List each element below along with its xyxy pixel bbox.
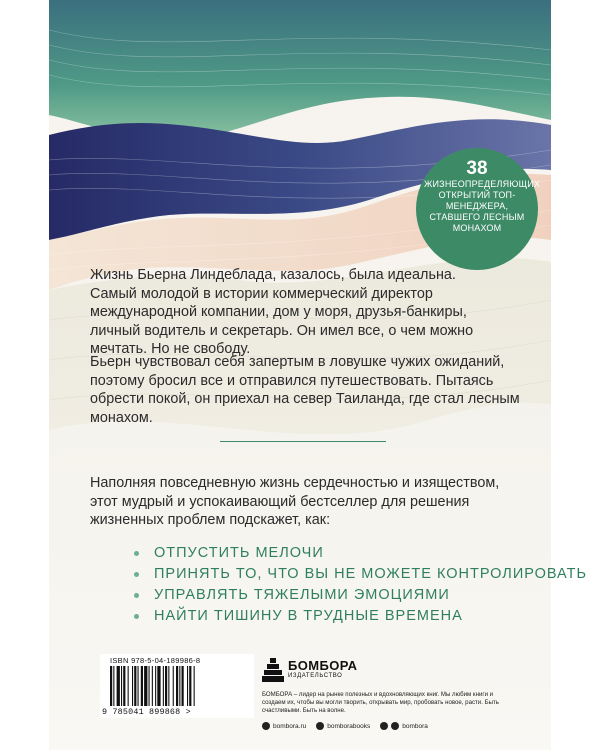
bullet-dot-icon <box>134 551 139 556</box>
paragraph-journey: Бьерн чувствовал себя запертым в ловушке чужих ожиданий, поэтому бросил все и отправился путешествовать. Пытаясь обрести покой, он приехал на север Таиланда, где стал лесным монахом. <box>90 354 520 426</box>
vk-icon <box>380 722 388 730</box>
bullet-dot-icon <box>134 614 139 619</box>
paragraph-intro: Жизнь Бьерна Линдеблада, казалось, была идеальна. Самый молодой в истории коммерческий директор международной компании, дом у моря, друзья-банкиры, личный водитель и секретарь. Он имел все, о чем можно мечтать. Но не свободу. <box>90 267 474 357</box>
bullet-dot-icon <box>134 572 139 577</box>
bullet-list <box>134 543 587 627</box>
badge-text: ЖИЗНЕОПРЕДЕЛЯЮЩИХ ОТКРЫТИЙ ТОП-МЕНЕДЖЕРА, СТАВШЕГО ЛЕСНЫМ МОНАХОМ <box>424 179 541 233</box>
social-site[interactable]: bombora.ru <box>262 722 306 730</box>
barcode-icon <box>110 666 246 706</box>
isbn-text: ISBN 978-5-04-189986-8 <box>110 656 201 665</box>
badge-number: 38 <box>466 158 488 179</box>
barcode-digits: 9 785041 899868 > <box>102 707 191 717</box>
publisher-name: БОМБОРА <box>288 658 358 673</box>
social-links <box>262 722 428 730</box>
badge-circle <box>416 148 541 270</box>
paragraph-lead: Наполняя повседневную жизнь сердечностью и изяществом, этот мудрый и успокаивающий бестселлер для решения жизненных проблем подскажет, как: <box>90 475 500 528</box>
bombora-logo-icon <box>262 658 284 684</box>
publisher-description: БОМБОРА – лидер на рынке полезных и вдохновляющих книг. Мы любим книги и создаем их, чтобы вы могли творить, открывать мир, пробовать новое, расти. Быть счастливыми. Быть на волне. <box>262 691 499 714</box>
instagram-icon <box>316 722 324 730</box>
barcode-block <box>100 654 254 718</box>
bullet-item: ПРИНЯТЬ ТО, ЧТО ВЫ НЕ МОЖЕТЕ КОНТРОЛИРОВАТЬ <box>134 564 587 585</box>
globe-icon <box>262 722 270 730</box>
bullet-item: НАЙТИ ТИШИНУ В ТРУДНЫЕ ВРЕМЕНА <box>134 606 587 627</box>
social-vk-telegram[interactable]: bombora <box>380 722 428 730</box>
bullet-item: УПРАВЛЯТЬ ТЯЖЕЛЫМИ ЭМОЦИЯМИ <box>134 585 587 606</box>
social-instagram[interactable]: bomborabooks <box>316 722 370 730</box>
telegram-icon <box>391 722 399 730</box>
bullet-dot-icon <box>134 593 139 598</box>
divider-line <box>220 441 386 442</box>
bullet-item: ОТПУСТИТЬ МЕЛОЧИ <box>134 543 587 564</box>
publisher-subtitle: ИЗДАТЕЛЬСТВО <box>288 673 343 679</box>
